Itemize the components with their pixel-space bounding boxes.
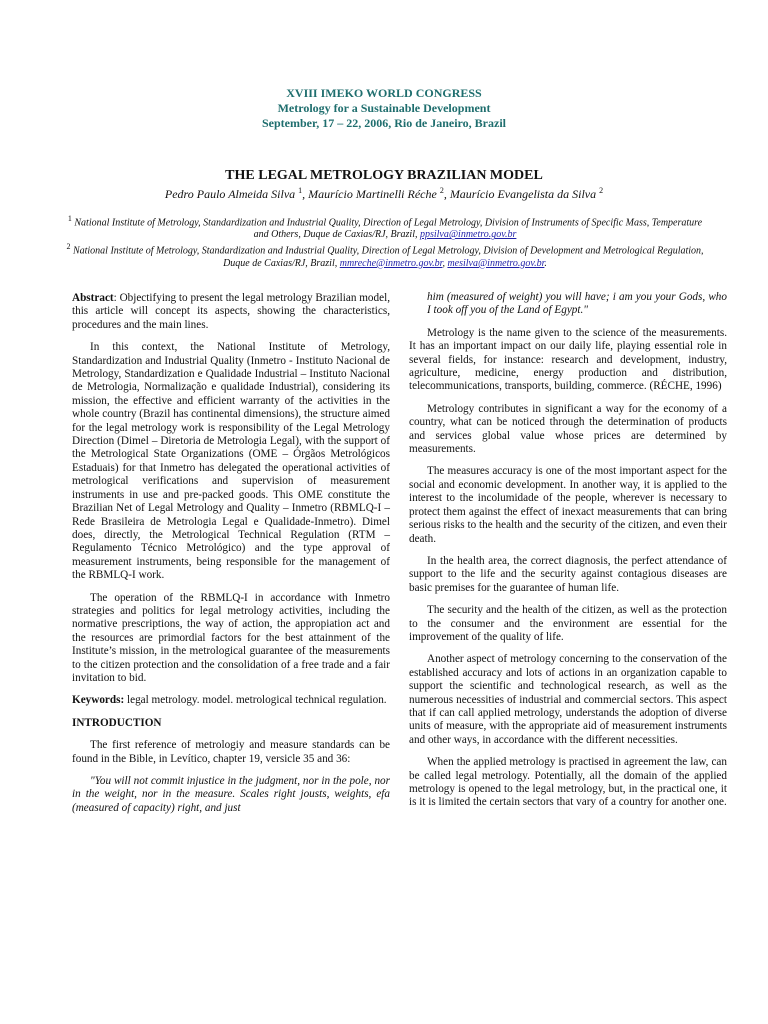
keywords-label: Keywords:: [72, 694, 125, 707]
conference-name: XVIII IMEKO WORLD CONGRESS: [286, 86, 482, 100]
author-affiliation-mark: 1: [298, 186, 303, 195]
body-paragraph: The operation of the RBMLQ-I in accordance with Inmetro strategies and politics for legal metrology activities, including the normative prescriptions, the way of action, the appropiation act and the resources are primordial factors for the best attainment of the Institute’s mission, in the metrological guarantee of the measurements to the citizen protection and the consolidation of a free trade and a fair invitation to bid.: [72, 591, 390, 684]
body-paragraph: The measures accuracy is one of the most important aspect for the social and economic development. In another way, it is applied to the interest to the incolumidade of the people, wherever is necessary to protect them against the effect of inexact measurements that can bring serious risks to the health and the security of the citizen, and even their death.: [409, 465, 727, 545]
affiliations: [60, 213, 710, 270]
body-paragraph: The first reference of metrologiy and measure standards can be found in the Bible, in Levítico, chapter 19, versicle 35 and 36:: [72, 739, 390, 765]
body-paragraph: In the health area, the correct diagnosis, the perfect attendance of support to the life and the security against contagious diseases are basic premises for the guarantee of human life.: [409, 554, 727, 594]
keywords: [72, 694, 390, 707]
left-column: [72, 292, 390, 824]
affiliation-text: National Institute of Metrology, Standardization and Industrial Quality, Direction of Legal Metrology, Division of Development and Metrological Regulation, Duque de Caxias/RJ, Brazil,: [72, 245, 704, 269]
author-affiliation-mark: 2: [439, 186, 444, 195]
author-name: Maurício Evangelista da Silva: [449, 187, 597, 201]
conference-date-location: September, 17 – 22, 2006, Rio de Janeiro, Brazil: [262, 116, 506, 130]
body-paragraph: Metrology contributes in significant a way for the economy of a country, what can be noticed through the determination of products and services global value whose prices are determined by measurements.: [409, 402, 727, 456]
body-paragraph: When the applied metrology is practised in agreement the law, can be called legal metrology. Potentially, all the domain of the applied metrology is opened to the legal metrology, but, in the practical one, it is it is limited the certain sectors that vary of a country for another one.: [409, 756, 727, 809]
body-paragraph: Another aspect of metrology concerning to the conservation of the established accuracy and lots of actions in an organization capable to support the scientific and technological research, as well as the numerous necessities of industrial and commercial sectors. This aspect that if can call applied metrology, understands the adoption of diverse units of measure, with the appropriate aid of measurement instruments and other ways, in accordance with the different necessities.: [409, 653, 727, 746]
paper-title: THE LEGAL METROLOGY BRAZILIAN MODEL: [225, 168, 543, 183]
email-link[interactable]: mesilva@inmetro.gov.br: [447, 257, 545, 269]
abstract-label: Abstract: [72, 292, 114, 304]
bible-quote-continued: him (measured of weight) you will have; i am you your Gods, who I took off you of the Land of Egypt.": [427, 291, 727, 317]
author-name: Maurício Martinelli Réche: [308, 187, 437, 201]
affiliation-2: $^2$ National Institute of Metrology, Standardization and Industrial Quality, Direction of Legal Metrology, Division of Development and Metrological Regulation, Duque de Caxias/RJ, Brazil, mmreche@inmetro.gov.br, mesilva@inmetro.gov.br.: [66, 242, 704, 269]
email-link[interactable]: ppsilva@inmetro.gov.br: [419, 229, 517, 241]
affiliation-number: 2: [66, 242, 71, 252]
abstract-text: : Objectifying to present the legal metrology Brazilian model, this article will concept its aspects, showing the characteristics, procedures and the main lines.: [72, 292, 390, 331]
right-column: [409, 291, 727, 819]
author-affiliation-mark: 2: [599, 186, 604, 195]
abstract: [72, 292, 390, 332]
author-list: Pedro Paulo Almeida Silva $^1$, Maurício Martinelli Réche $^2$, Maurício Evangelista da Silva $^2$: [164, 186, 604, 201]
affiliation-1: [60, 213, 710, 241]
keywords-text: legal metrology. model. metrological technical regulation.: [124, 694, 387, 707]
conference-header: [0, 86, 768, 131]
affiliation-text: National Institute of Metrology, Standardization and Industrial Quality, Direction of Legal Metrology, Division of Instruments of Specific Mass, Temperature and Others, Duque de Caxias/RJ, Brazil,: [74, 217, 703, 241]
conference-theme: Metrology for a Sustainable Development: [277, 101, 491, 115]
section-heading: INTRODUCTION: [72, 716, 162, 729]
body-paragraph: The security and the health of the citizen, as well as the protection to the consumer and the environment are essential for the improvement of the quality of life.: [409, 604, 727, 643]
body-paragraph: In this context, the National Institute of Metrology, Standardization and Industrial Quality (Inmetro - Instituto Nacional de Metrology, Standardization e Qualidade Industrial – Instituto Nacional de Metrologia, Normalização e qualidade Industrial), considering its mission, the effective and efficient warranty of the activities in the whole country (Brazil has continental dimensions), the structure aimed for the legal metrology work is responsibility of the Legal Metrology Direction (Dimel – Diretoria de Metrologia Legal), with the support of the Metrological State Organizations (OME – Órgãos Metrológicos Estaduais) for that Inmetro has delegated the operational activities of metrological verifications and supervision of measurement instruments in use and pre-packed goods. This OME constitute the Brazilian Net of Legal Metrology and Quality – Inmetro (RBMLQ-I – Rede Brasileira de Metrologia Legal e Qualidade-Inmetro). Dimel does, directly, the Metrological Technical Regulation (RTM – Regulamento Técnico Metrológico) and the type approval of measurement instruments, being responsible for the management of the RBMLQ-I work.: [72, 341, 390, 582]
bible-quote: "You will not commit injustice in the judgment, nor in the pole, nor in the weight, nor in the measure. Scales right jousts, weights, efa (measured of capacity) right, and just: [72, 775, 390, 814]
author-name: Pedro Paulo Almeida Silva: [164, 187, 296, 201]
body-paragraph: Metrology is the name given to the science of the measurements. It has an important impact on our daily life, playing essential role in several fields, for instance: research and development, industry, agriculture, medicine, energy production and distribution, telecommunications, transports, building, commerce. (RÉCHE, 1996): [409, 326, 727, 393]
email-link[interactable]: mmreche@inmetro.gov.br: [339, 257, 443, 269]
affiliation-number: 1: [67, 214, 72, 223]
